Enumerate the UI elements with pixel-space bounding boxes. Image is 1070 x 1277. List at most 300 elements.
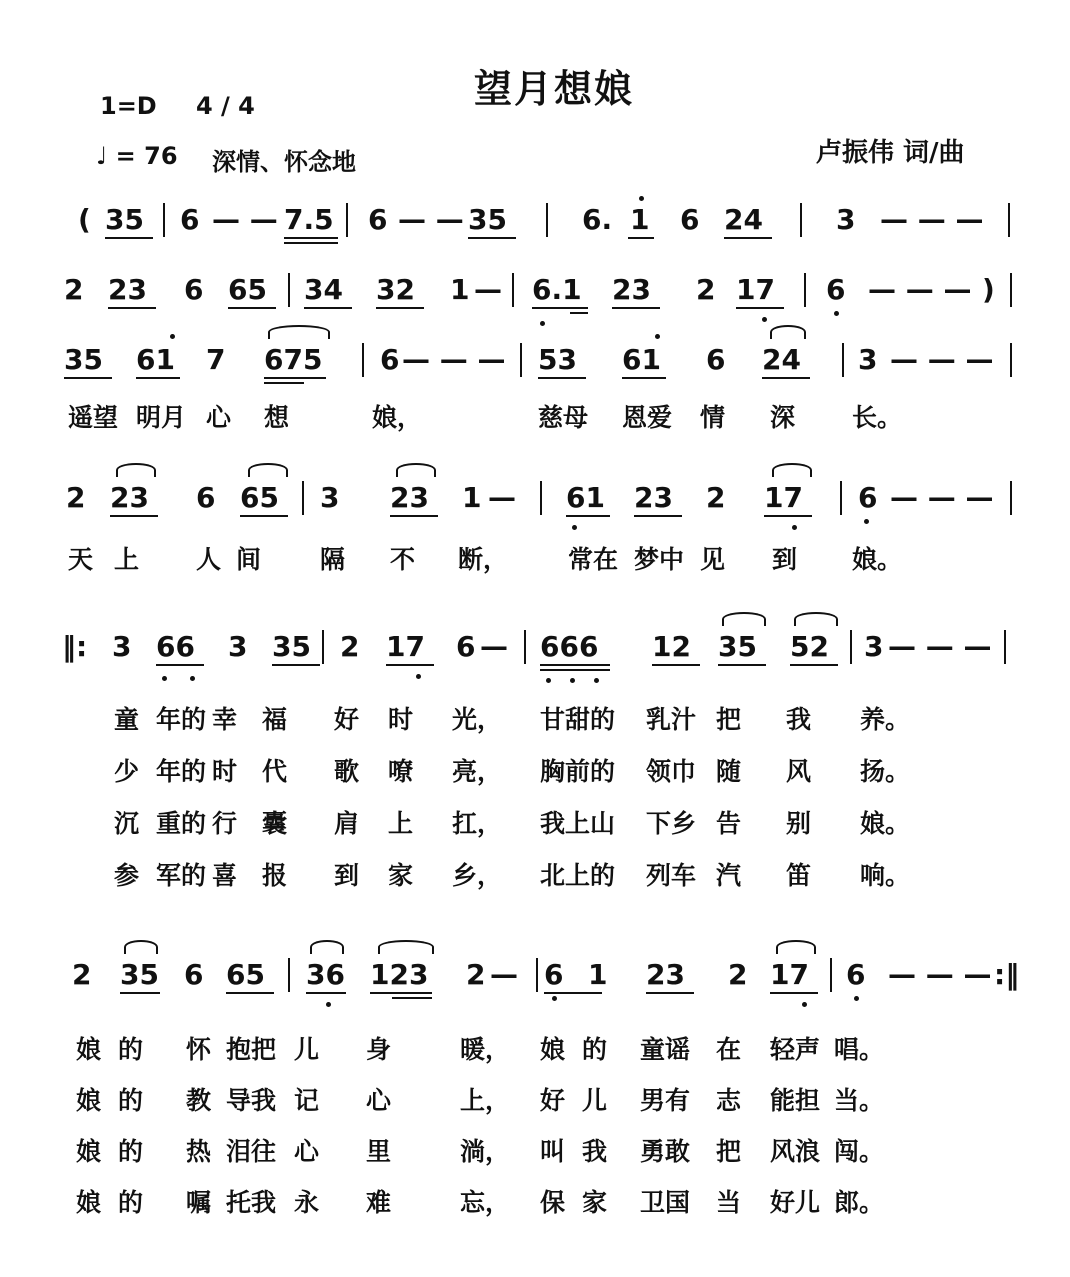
lyric-syllable: 上 <box>114 545 140 574</box>
lyric-syllable: 常在 <box>568 545 619 574</box>
score-note: — — — <box>890 343 994 376</box>
score-note: 36 <box>306 958 345 991</box>
lyric-syllable: 的 <box>582 1035 608 1064</box>
score-note: 24 <box>724 203 763 236</box>
beam-underline <box>390 515 438 517</box>
octave-dot <box>326 1002 331 1007</box>
octave-dot <box>802 1002 807 1007</box>
lyric-syllable: 慈母 <box>538 403 589 432</box>
lyric-syllable: 胸前的 <box>540 757 616 786</box>
beam-underline <box>790 664 838 666</box>
bar-line <box>322 630 324 664</box>
score-note: 6 <box>368 203 388 236</box>
score-note: 24 <box>762 343 801 376</box>
lyric-syllable: 身 <box>366 1035 392 1064</box>
score-note: 2 <box>728 958 748 991</box>
lyric-syllable: 郎。 <box>834 1188 885 1217</box>
bar-line <box>163 203 165 237</box>
lyric-syllable: 福 <box>262 705 288 734</box>
lyric-syllable: 泪往 <box>226 1137 277 1166</box>
lyric-syllable: 娘 <box>76 1137 102 1166</box>
score-title: 望月想娘 <box>474 67 635 111</box>
score-note: 1 <box>588 958 608 991</box>
bar-line <box>288 958 290 992</box>
score-note: ( <box>78 203 91 236</box>
score-note: 6 <box>456 630 476 663</box>
lyric-syllable: 天 <box>68 545 94 574</box>
score-note: 3 <box>228 630 248 663</box>
lyric-syllable: 卫国 <box>640 1188 691 1217</box>
lyric-syllable: 能担 <box>770 1086 821 1115</box>
lyric-syllable: 闯。 <box>834 1137 885 1166</box>
score-note: 32 <box>376 273 415 306</box>
beam-underline <box>108 307 156 309</box>
score-note: — <box>480 630 508 663</box>
score-note: 1 <box>630 203 650 236</box>
lyric-syllable: 扬。 <box>860 757 911 786</box>
time-signature: 4 / 4 <box>196 92 255 120</box>
score-note: — <box>488 481 516 514</box>
score-note: 3 <box>864 630 884 663</box>
lyric-syllable: 里 <box>366 1137 392 1166</box>
beam-underline <box>540 664 610 666</box>
lyric-syllable: 恩爱 <box>622 403 673 432</box>
score-note: 17 <box>770 958 809 991</box>
lyric-syllable: 永 <box>294 1188 320 1217</box>
lyric-syllable: 记 <box>294 1086 320 1115</box>
score-note: 2 <box>466 958 486 991</box>
bar-line <box>536 958 538 992</box>
score-note: 1 <box>450 273 470 306</box>
beam-underline <box>646 992 694 994</box>
lyric-syllable: 导我 <box>226 1086 277 1115</box>
lyric-syllable: 童谣 <box>640 1035 691 1064</box>
score-note: 2 <box>696 273 716 306</box>
score-note: 666 <box>540 630 599 663</box>
lyric-syllable: 乡， <box>452 861 503 890</box>
slur-arc <box>770 325 806 339</box>
lyric-syllable: 的 <box>118 1188 144 1217</box>
octave-dot <box>540 321 545 326</box>
bar-line <box>830 958 832 992</box>
octave-dot <box>552 996 557 1001</box>
score-note: 2 <box>706 481 726 514</box>
beam-underline <box>540 669 610 671</box>
lyric-syllable: 风 <box>786 757 812 786</box>
beam-underline <box>532 307 588 309</box>
score-note: 35 <box>718 630 757 663</box>
beam-underline <box>392 997 432 999</box>
lyric-syllable: 行 <box>212 809 238 838</box>
beam-underline <box>652 664 700 666</box>
score-note: — — — <box>888 630 992 663</box>
slur-arc <box>722 612 766 626</box>
lyric-syllable: 嘱 <box>186 1188 212 1217</box>
lyric-syllable: 喜 <box>212 861 238 890</box>
beam-underline <box>634 515 682 517</box>
octave-dot <box>416 674 421 679</box>
lyric-syllable: 唱。 <box>834 1035 885 1064</box>
lyric-syllable: 到 <box>334 861 360 890</box>
lyric-syllable: 养。 <box>860 705 911 734</box>
lyric-syllable: 汽 <box>716 861 742 890</box>
beam-underline <box>736 307 784 309</box>
lyric-syllable: 囊 <box>262 809 288 838</box>
beam-underline <box>156 664 204 666</box>
score-note: 35 <box>468 203 507 236</box>
octave-dot <box>170 334 175 339</box>
octave-dot <box>190 676 195 681</box>
score-note: 66 <box>156 630 195 663</box>
score-note: 17 <box>386 630 425 663</box>
bar-line <box>302 481 304 515</box>
score-note: 1 <box>462 481 482 514</box>
score-note: — — — <box>888 958 992 991</box>
lyric-syllable: 明月 <box>136 403 187 432</box>
lyric-syllable: 当。 <box>834 1086 885 1115</box>
lyric-syllable: 轻声 <box>770 1035 821 1064</box>
score-note: 675 <box>264 343 323 376</box>
lyric-syllable: 的 <box>118 1137 144 1166</box>
lyric-syllable: 难 <box>366 1188 392 1217</box>
lyric-syllable: 风浪 <box>770 1137 821 1166</box>
lyric-syllable: 我上山 <box>540 809 616 838</box>
lyric-syllable: 北上的 <box>540 861 616 890</box>
lyric-syllable: 别 <box>786 809 812 838</box>
lyric-syllable: 见 <box>700 545 726 574</box>
score-note: 35 <box>64 343 103 376</box>
beam-underline <box>724 237 772 239</box>
lyric-syllable: 少 <box>114 757 140 786</box>
score-note: 7.5 <box>284 203 334 236</box>
octave-dot <box>594 678 599 683</box>
bar-line <box>362 343 364 377</box>
slur-arc <box>268 325 330 339</box>
score-note: 6 <box>184 958 204 991</box>
lyric-syllable: 在 <box>716 1035 742 1064</box>
lyric-syllable: 托我 <box>226 1188 277 1217</box>
score-note: 6.1 <box>532 273 582 306</box>
score-note: ‖: <box>62 630 88 663</box>
lyric-syllable: 参 <box>114 861 140 890</box>
lyric-syllable: 娘 <box>76 1086 102 1115</box>
slur-arc <box>794 612 838 626</box>
beam-underline <box>284 237 338 239</box>
lyric-syllable: 报 <box>262 861 288 890</box>
lyric-syllable: 嘹 <box>388 757 414 786</box>
beam-underline <box>770 992 818 994</box>
bar-line <box>1010 273 1012 307</box>
beam-underline <box>370 992 432 994</box>
lyric-syllable: 响。 <box>860 861 911 890</box>
bar-line <box>1010 481 1012 515</box>
score-note: 6 <box>706 343 726 376</box>
score-note: 123 <box>370 958 429 991</box>
lyric-syllable: 心 <box>206 403 232 432</box>
lyric-syllable: 时 <box>212 757 238 786</box>
score-note: — <box>490 958 518 991</box>
bar-line <box>512 273 514 307</box>
beam-underline <box>306 992 346 994</box>
score-note: 2 <box>72 958 92 991</box>
beam-underline <box>64 377 112 379</box>
score-note: 3 <box>112 630 132 663</box>
score-note: 7 <box>206 343 226 376</box>
lyric-syllable: 我 <box>786 705 812 734</box>
beam-underline <box>622 377 666 379</box>
bar-line <box>1008 203 1010 237</box>
beam-underline <box>304 307 352 309</box>
score-note: 65 <box>226 958 265 991</box>
score-note: 23 <box>390 481 429 514</box>
lyric-syllable: 娘 <box>76 1188 102 1217</box>
score-note: 35 <box>105 203 144 236</box>
score-note: 23 <box>612 273 651 306</box>
score-note: 23 <box>110 481 149 514</box>
lyric-syllable: 年的 <box>156 705 207 734</box>
lyric-syllable: 不 <box>390 545 416 574</box>
score-note: 3 <box>320 481 340 514</box>
lyric-syllable: 怀 <box>186 1035 212 1064</box>
score-note: — <box>474 273 502 306</box>
lyric-syllable: 梦中 <box>634 545 685 574</box>
lyric-syllable: 笛 <box>786 861 812 890</box>
lyric-syllable: 把 <box>716 1137 742 1166</box>
lyric-syllable: 保 <box>540 1188 566 1217</box>
lyric-syllable: 光， <box>452 705 503 734</box>
lyric-syllable: 淌， <box>460 1137 511 1166</box>
score-note: 34 <box>304 273 343 306</box>
bar-line <box>524 630 526 664</box>
lyric-syllable: 年的 <box>156 757 207 786</box>
beam-underline <box>226 992 274 994</box>
slur-arc <box>310 940 344 954</box>
lyric-syllable: 的 <box>118 1035 144 1064</box>
score-note: — — — <box>890 481 994 514</box>
score-note: — — — <box>868 273 972 306</box>
lyric-syllable: 热 <box>186 1137 212 1166</box>
lyric-syllable: 断， <box>458 545 509 574</box>
lyric-syllable: 叫 <box>540 1137 566 1166</box>
bar-line <box>800 203 802 237</box>
beam-underline <box>264 382 304 384</box>
octave-dot <box>792 525 797 530</box>
score-note: — — — <box>880 203 984 236</box>
beam-underline <box>240 515 288 517</box>
beam-underline <box>538 377 586 379</box>
lyric-syllable: 幸 <box>212 705 238 734</box>
score-note: 6 <box>846 958 866 991</box>
score-note: 2 <box>340 630 360 663</box>
score-note: 61 <box>136 343 175 376</box>
score-note: — — <box>212 203 278 236</box>
score-note: ) <box>982 273 995 306</box>
bar-line <box>540 481 542 515</box>
tempo-marking: ♩ = 76 <box>96 142 178 170</box>
lyric-syllable: 儿 <box>294 1035 320 1064</box>
lyric-syllable: 隔 <box>320 545 346 574</box>
score-note: 65 <box>228 273 267 306</box>
octave-dot <box>639 196 644 201</box>
bar-line <box>840 481 842 515</box>
expression-marking: 深情、怀念地 <box>212 148 356 176</box>
octave-dot <box>762 317 767 322</box>
lyric-syllable: 娘 <box>540 1035 566 1064</box>
lyric-syllable: 人 <box>196 545 222 574</box>
lyric-syllable: 家 <box>388 861 414 890</box>
lyric-syllable: 代 <box>262 757 288 786</box>
lyric-syllable: 当 <box>716 1188 742 1217</box>
octave-dot <box>570 678 575 683</box>
beam-underline <box>762 377 810 379</box>
score-note: 61 <box>622 343 661 376</box>
beam-underline <box>468 237 516 239</box>
lyric-syllable: 重的 <box>156 809 207 838</box>
lyric-syllable: 好 <box>540 1086 566 1115</box>
slur-arc <box>396 463 436 477</box>
lyric-syllable: 时 <box>388 705 414 734</box>
composer-credit: 卢振伟 词/曲 <box>816 138 965 168</box>
lyric-syllable: 想 <box>264 403 290 432</box>
slur-arc <box>116 463 156 477</box>
score-note: 6 <box>184 273 204 306</box>
lyric-syllable: 暖， <box>460 1035 511 1064</box>
score-note: 52 <box>790 630 829 663</box>
beam-underline <box>386 664 434 666</box>
score-note: 3 <box>858 343 878 376</box>
score-note: 17 <box>764 481 803 514</box>
score-note: 6 <box>680 203 700 236</box>
score-note: 53 <box>538 343 577 376</box>
score-note: 23 <box>108 273 147 306</box>
octave-dot <box>162 676 167 681</box>
lyric-syllable: 把 <box>716 705 742 734</box>
lyric-syllable: 娘 <box>76 1035 102 1064</box>
slur-arc <box>124 940 158 954</box>
score-note: 65 <box>240 481 279 514</box>
beam-underline <box>284 242 338 244</box>
lyric-syllable: 沉 <box>114 809 140 838</box>
score-note: 12 <box>652 630 691 663</box>
lyric-syllable: 好儿 <box>770 1188 821 1217</box>
lyric-syllable: 列车 <box>646 861 697 890</box>
lyric-syllable: 乳汁 <box>646 705 697 734</box>
lyric-syllable: 甘甜的 <box>540 705 616 734</box>
octave-dot <box>572 525 577 530</box>
score-note: 2 <box>64 273 84 306</box>
beam-underline <box>110 515 158 517</box>
lyric-syllable: 心 <box>366 1086 392 1115</box>
bar-line <box>1004 630 1006 664</box>
score-note: — — <box>398 203 464 236</box>
beam-underline <box>120 992 160 994</box>
beam-underline <box>628 237 654 239</box>
bar-line <box>1010 343 1012 377</box>
bar-line <box>842 343 844 377</box>
lyric-syllable: 上， <box>460 1086 511 1115</box>
score-note: 61 <box>566 481 605 514</box>
beam-underline <box>566 515 610 517</box>
lyric-syllable: 深 <box>770 403 796 432</box>
beam-underline <box>570 312 588 314</box>
lyric-syllable: 肩 <box>334 809 360 838</box>
score-note: — — — <box>402 343 506 376</box>
beam-underline <box>105 237 153 239</box>
bar-line <box>804 273 806 307</box>
lyric-syllable: 儿 <box>582 1086 608 1115</box>
lyric-syllable: 志 <box>716 1086 742 1115</box>
lyric-syllable: 长。 <box>852 403 903 432</box>
octave-dot <box>834 311 839 316</box>
lyric-syllable: 告 <box>716 809 742 838</box>
octave-dot <box>864 519 869 524</box>
score-note: 2 <box>66 481 86 514</box>
lyric-syllable: 情 <box>700 403 726 432</box>
lyric-syllable: 家 <box>582 1188 608 1217</box>
beam-underline <box>612 307 660 309</box>
lyric-syllable: 抱把 <box>226 1035 277 1064</box>
lyric-syllable: 我 <box>582 1137 608 1166</box>
lyric-syllable: 好 <box>334 705 360 734</box>
slur-arc <box>248 463 288 477</box>
lyric-syllable: 军的 <box>156 861 207 890</box>
slur-arc <box>772 463 812 477</box>
bar-line <box>288 273 290 307</box>
score-note: 35 <box>120 958 159 991</box>
beam-underline <box>136 377 180 379</box>
key-signature: 1=D <box>100 92 157 120</box>
octave-dot <box>546 678 551 683</box>
lyric-syllable: 扛， <box>452 809 503 838</box>
octave-dot <box>854 996 859 1001</box>
lyric-syllable: 教 <box>186 1086 212 1115</box>
lyric-syllable: 歌 <box>334 757 360 786</box>
lyric-syllable: 娘。 <box>860 809 911 838</box>
score-note: 6 <box>858 481 878 514</box>
score-note: 17 <box>736 273 775 306</box>
score-note: 6 <box>544 958 564 991</box>
lyric-syllable: 忘， <box>460 1188 511 1217</box>
score-note: 35 <box>272 630 311 663</box>
lyric-syllable: 的 <box>118 1086 144 1115</box>
score-note: :‖ <box>994 958 1020 991</box>
beam-underline <box>718 664 766 666</box>
score-note: 6. <box>582 203 613 236</box>
lyric-syllable: 间 <box>236 545 262 574</box>
lyric-syllable: 娘。 <box>852 545 903 574</box>
lyric-syllable: 遥望 <box>68 403 119 432</box>
beam-underline <box>264 377 326 379</box>
octave-dot <box>655 334 660 339</box>
lyric-syllable: 娘， <box>372 403 423 432</box>
lyric-syllable: 领巾 <box>646 757 697 786</box>
bar-line <box>520 343 522 377</box>
score-note: 23 <box>634 481 673 514</box>
slur-arc <box>378 940 434 954</box>
lyric-syllable: 上 <box>388 809 414 838</box>
lyric-syllable: 到 <box>772 545 798 574</box>
lyric-syllable: 勇敢 <box>640 1137 691 1166</box>
lyric-syllable: 男有 <box>640 1086 691 1115</box>
score-note: 6 <box>196 481 216 514</box>
lyric-syllable: 亮， <box>452 757 503 786</box>
beam-underline <box>544 992 602 994</box>
lyric-syllable: 童 <box>114 705 140 734</box>
beam-underline <box>272 664 320 666</box>
score-note: 6 <box>180 203 200 236</box>
bar-line <box>850 630 852 664</box>
lyric-syllable: 随 <box>716 757 742 786</box>
